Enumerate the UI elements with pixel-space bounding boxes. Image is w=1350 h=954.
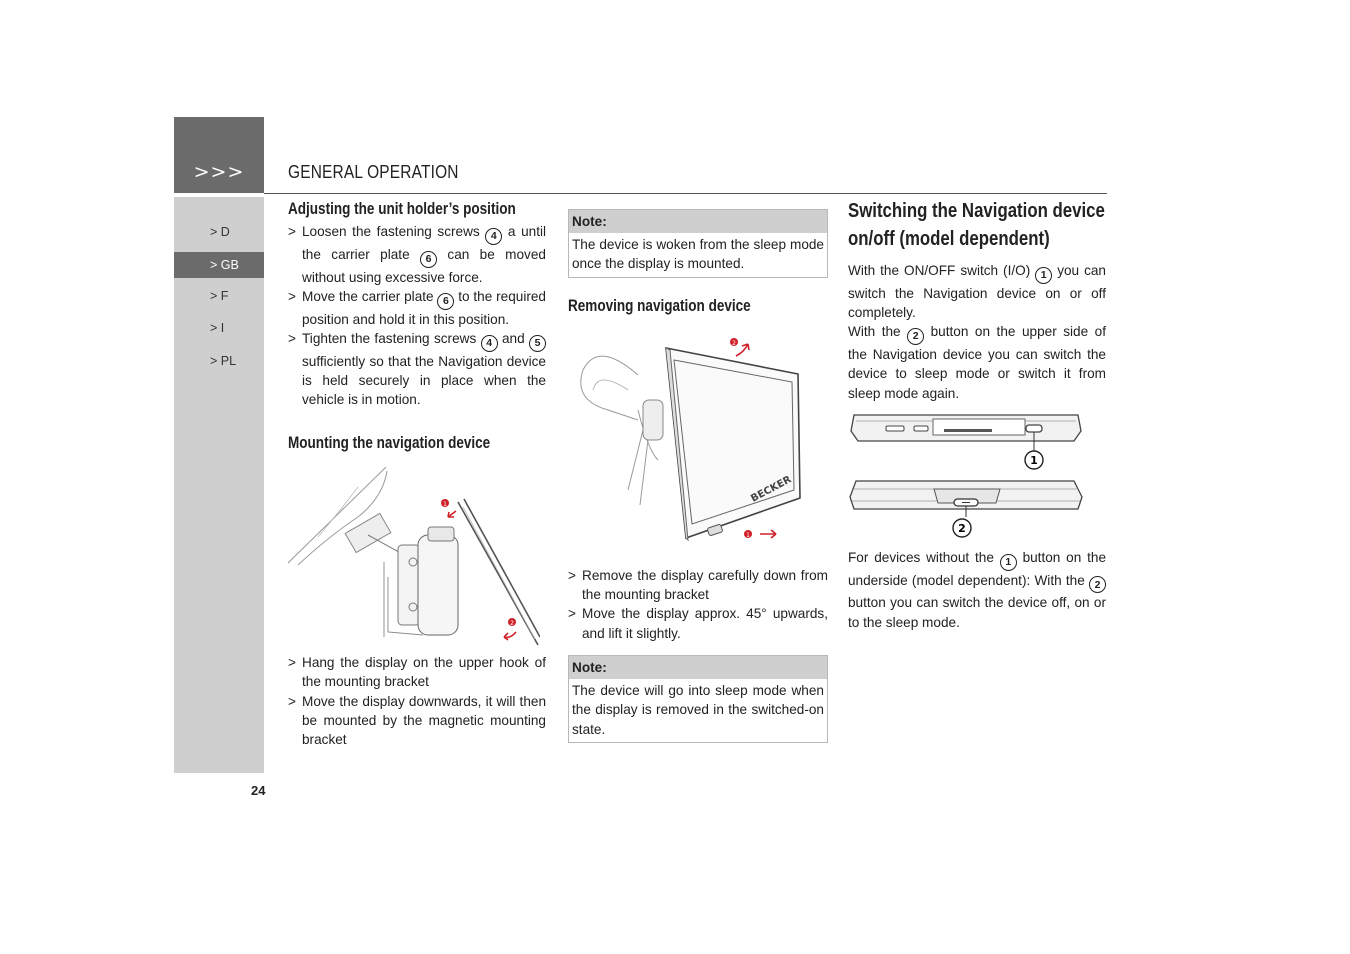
mounting-illustration — [288, 467, 540, 647]
figure-label-1: 1 — [1030, 453, 1038, 467]
list-item: > Move the carrier plate 6 to the required position and hold it in this position. — [288, 289, 546, 327]
removing-illustration — [568, 330, 826, 552]
note-box — [568, 655, 828, 743]
sidebar-item-pl[interactable]: > PL — [210, 354, 237, 368]
paragraph: With the ON/OFF switch (I/O) 1 you can switch the Navigation device on or off completely. — [848, 263, 1106, 321]
list-item: > Remove the display carefully down from the mounting bracket — [568, 567, 828, 603]
paragraph: With the 2 button on the upper side of the Navigation device you can switch the device to sleep mode or switch it from sleep mode again. — [848, 324, 1106, 401]
sidebar-item-d[interactable]: > D — [210, 225, 230, 239]
remove-callout-1: 1 — [746, 531, 750, 539]
column-2 — [568, 209, 828, 743]
figure-label-2: 2 — [958, 521, 966, 535]
sidebar-item-f[interactable]: > F — [210, 289, 229, 303]
list-item: > Loosen the fastening screws 4 a until the carrier plate 6 can be moved without using excessive force. — [288, 224, 547, 285]
note-title: Note: — [569, 210, 827, 233]
note-box — [568, 209, 828, 278]
device-brand: BECKER — [749, 474, 794, 505]
note-title: Note: — [569, 656, 827, 679]
note-text: The device will go into sleep mode when the display is removed in the switched-on state. — [572, 683, 824, 737]
page-number: 24 — [251, 783, 266, 798]
callout-number: 4 — [481, 335, 498, 352]
adjust-heading: Adjusting the unit holder’s position — [288, 200, 516, 218]
paragraph: For devices without the 1 button on the underside (model dependent): With the 2 button you can switch the device off, on or to the sleep mode. — [848, 549, 1107, 630]
list-item: > Tighten the fastening screws 4 and 5 sufficiently so that the Navigation device is held securely in place when the vehicle is in motion. — [288, 331, 546, 408]
callout-number: 6 — [437, 293, 454, 310]
chapter-arrows: >>> — [193, 161, 245, 183]
callout-number: 6 — [420, 251, 437, 268]
device-buttons-illustration — [848, 413, 1088, 541]
switching-heading-line-2: on/off (model dependent) — [848, 227, 1050, 250]
remove-callout-2: 2 — [732, 339, 736, 347]
mount-callout-1: 1 — [443, 501, 447, 509]
callout-number: 5 — [529, 335, 546, 352]
sidebar-item-i[interactable]: > I — [210, 321, 225, 335]
column-3 — [848, 197, 1106, 632]
mount-callout-2: 2 — [510, 620, 514, 628]
column-1 — [288, 200, 546, 750]
callout-number: 1 — [1035, 267, 1052, 284]
callout-number: 2 — [1089, 576, 1106, 593]
callout-number: 4 — [485, 228, 502, 245]
section-title: GENERAL OPERATION — [288, 162, 459, 182]
callout-number: 2 — [907, 328, 924, 345]
language-sidebar — [174, 197, 264, 773]
list-item: > Hang the display on the upper hook of the mounting bracket — [288, 655, 546, 690]
note-text: The device is woken from the sleep mode once the display is mounted. — [572, 237, 824, 272]
switching-heading-line-1: Switching the Navigation device — [848, 199, 1105, 222]
header-rule — [264, 193, 1107, 194]
list-item: > Move the display approx. 45° upwards, and lift it slightly. — [568, 606, 828, 641]
remove-heading: Removing navigation device — [568, 296, 751, 315]
callout-number: 1 — [1000, 554, 1017, 571]
sidebar-item-gb[interactable]: > GB — [174, 252, 264, 278]
list-item: > Move the display downwards, it will then be mounted by the magnetic mounting bracket — [288, 693, 546, 748]
chapter-marker — [174, 117, 264, 193]
mount-heading: Mounting the navigation device — [288, 433, 491, 452]
